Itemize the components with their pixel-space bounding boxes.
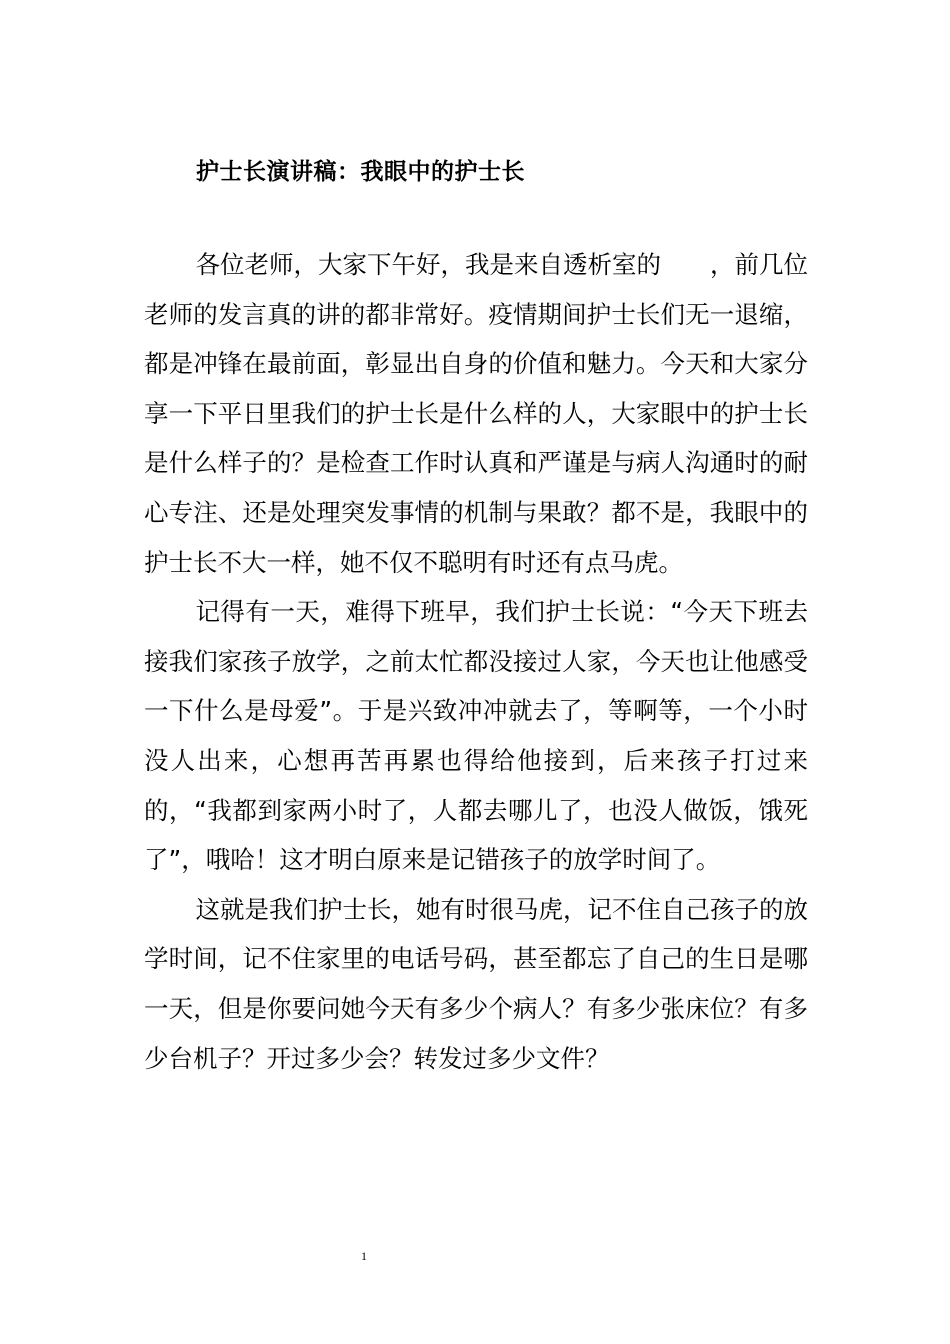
document-body <box>144 240 808 1083</box>
paragraph-1: 各位老师，大家下午好，我是来自透析室的 ，前几位老师的发言真的讲的都非常好。疫情期间护士长们无一退缩，都是冲锋在最前面，彰显出自身的价值和魅力。今天和大家分享一下平日里我们的护士长是什么样的人，大家眼中的护士长是什么样子的？是检查工作时认真和严谨是与病人沟通时的耐心专注、还是处理突发事情的机制与果敢？都不是，我眼中的护士长不大一样，她不仅不聪明有时还有点马虎。 <box>144 250 808 577</box>
paragraph-3: 这就是我们护士长，她有时很马虎，记不住自己孩子的放学时间，记不住家里的电话号码，甚至都忘了自己的生日是哪一天，但是你要问她今天有多少个病人？有多少张床位？有多少台机子？开过多少会？转发过多少文件？ <box>144 894 808 1073</box>
page-number: 1 <box>361 1249 367 1263</box>
document-title: 护士长演讲稿：我眼中的护士长 <box>196 159 525 185</box>
paragraph-2: 记得有一天，难得下班早，我们护士长说：“今天下班去接我们家孩子放学，之前太忙都没接过人家，今天也让他感受一下什么是母爱”。于是兴致冲冲就去了，等啊等，一个小时没人出来，心想再苦再累也得给他接到，后来孩子打过来的，“我都到家两小时了，人都去哪儿了，也没人做饭，饿死了”，哦哈！这才明白原来是记错孩子的放学时间了。 <box>144 597 808 875</box>
